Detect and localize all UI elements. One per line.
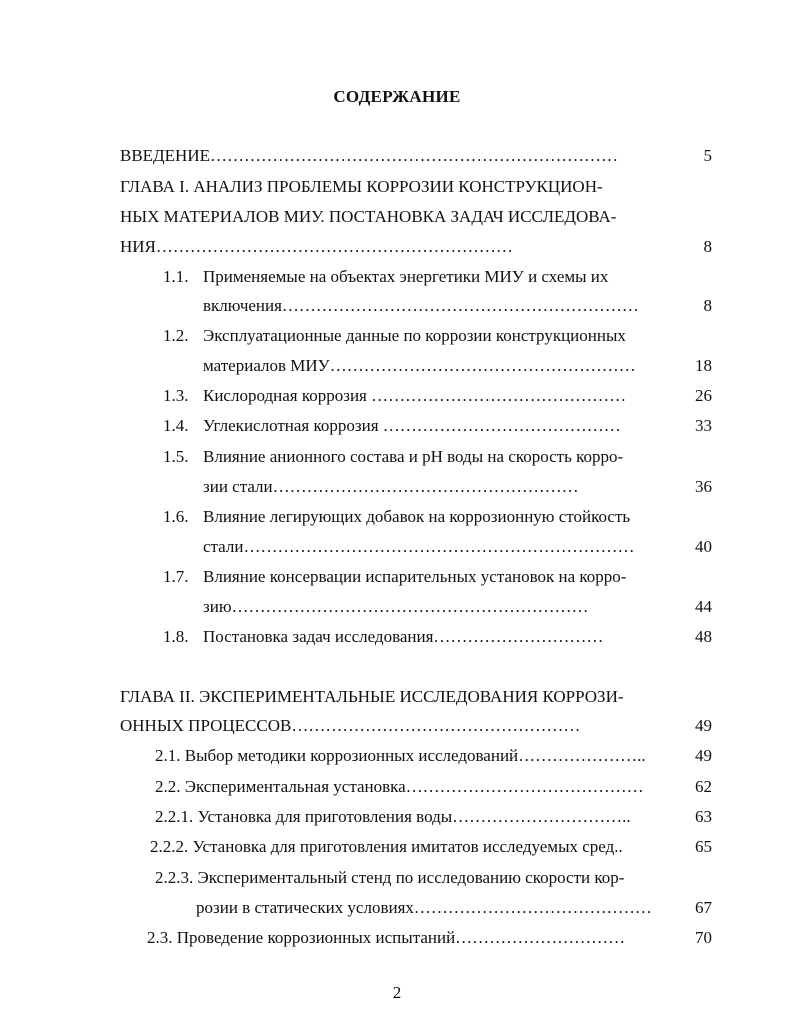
toc-2-1-page: 49	[695, 746, 712, 765]
toc-1-8-page: 48	[695, 627, 712, 646]
toc-intro-text[interactable]: ВВЕДЕНИЕ………………………………………………………………	[120, 146, 618, 165]
toc-1-6-page: 40	[695, 537, 712, 556]
toc-1-2-number: 1.2.	[163, 326, 189, 345]
toc-1-1-line1[interactable]: Применяемые на объектах энергетики МИУ и схемы их	[203, 267, 609, 286]
page-number: 2	[392, 983, 402, 1002]
toc-2-2-3-page: 67	[695, 898, 712, 917]
toc-1-5-line1[interactable]: Влияние анионного состава и pH воды на скорость корро-	[203, 447, 624, 466]
toc-1-8-line1[interactable]: Постановка задач исследования…………………………	[203, 627, 604, 646]
toc-1-3-line1[interactable]: Кислородная коррозия ………………………………………	[203, 386, 627, 405]
toc-2-2[interactable]: 2.2. Экспериментальная установка……………………………………	[155, 777, 644, 796]
toc-2-2-3-line2[interactable]: розии в статических условиях……………………………………	[196, 898, 652, 917]
toc-2-1[interactable]: 2.1. Выбор методики коррозионных исследований…………………..	[155, 746, 646, 765]
toc-intro-page: 5	[703, 146, 712, 165]
toc-1-1-line2[interactable]: включения………………………………………………………	[203, 296, 639, 315]
toc-chapter2-line1[interactable]: ГЛАВА II. ЭКСПЕРИМЕНТАЛЬНЫЕ ИССЛЕДОВАНИЯ КОРРОЗИ-	[120, 687, 624, 706]
toc-chapter1-line2[interactable]: НЫХ МАТЕРИАЛОВ МИУ. ПОСТАНОВКА ЗАДАЧ ИССЛЕДОВА-	[120, 207, 617, 226]
toc-1-1-page: 8	[703, 296, 712, 315]
toc-1-5-page: 36	[695, 477, 712, 496]
toc-2-2-3-line1[interactable]: 2.2.3. Экспериментальный стенд по исследованию скорости кор-	[155, 868, 625, 887]
toc-chapter1-page: 8	[703, 237, 712, 256]
toc-1-5-line2[interactable]: зии стали………………………………………………	[203, 477, 579, 496]
toc-chapter2-line2[interactable]: ОННЫХ ПРОЦЕССОВ……………………………………………	[120, 716, 581, 735]
toc-2-3-page: 70	[695, 928, 712, 947]
toc-1-6-line1[interactable]: Влияние легирующих добавок на коррозионную стойкость	[203, 507, 631, 526]
toc-2-2-2-page: 65	[695, 837, 712, 856]
toc-1-7-number: 1.7.	[163, 567, 189, 586]
toc-1-1-number: 1.1.	[163, 267, 189, 286]
toc-1-4-number: 1.4.	[163, 416, 189, 435]
toc-1-7-line2[interactable]: зию………………………………………………………	[203, 597, 589, 616]
toc-chapter2-page: 49	[695, 716, 712, 735]
toc-1-3-page: 26	[695, 386, 712, 405]
toc-1-7-page: 44	[695, 597, 712, 616]
toc-1-2-page: 18	[695, 356, 712, 375]
toc-1-8-number: 1.8.	[163, 627, 189, 646]
toc-2-3[interactable]: 2.3. Проведение коррозионных испытаний…………………………	[147, 928, 626, 947]
toc-2-2-2[interactable]: 2.2.2. Установка для приготовления имитатов исследуемых сред..	[150, 837, 623, 856]
toc-1-2-line1[interactable]: Эксплуатационные данные по коррозии конструкционных	[203, 326, 626, 345]
toc-chapter1-line1[interactable]: ГЛАВА I. АНАЛИЗ ПРОБЛЕМЫ КОРРОЗИИ КОНСТРУКЦИОН-	[120, 177, 603, 196]
toc-1-3-number: 1.3.	[163, 386, 189, 405]
toc-1-6-number: 1.6.	[163, 507, 189, 526]
toc-1-4-line1[interactable]: Углекислотная коррозия ……………………………………	[203, 416, 621, 435]
toc-1-4-page: 33	[695, 416, 712, 435]
toc-1-7-line1[interactable]: Влияние консервации испарительных установок на корро-	[203, 567, 627, 586]
toc-chapter1-line3[interactable]: НИЯ………………………………………………………	[120, 237, 513, 256]
toc-1-6-line2[interactable]: стали……………………………………………………………	[203, 537, 635, 556]
page-title: СОДЕРЖАНИЕ	[333, 87, 461, 106]
toc-2-2-1[interactable]: 2.2.1. Установка для приготовления воды…………………………..	[155, 807, 631, 826]
toc-2-2-1-page: 63	[695, 807, 712, 826]
toc-1-2-line2[interactable]: материалов МИУ………………………………………………	[203, 356, 636, 375]
toc-1-5-number: 1.5.	[163, 447, 189, 466]
toc-2-2-page: 62	[695, 777, 712, 796]
